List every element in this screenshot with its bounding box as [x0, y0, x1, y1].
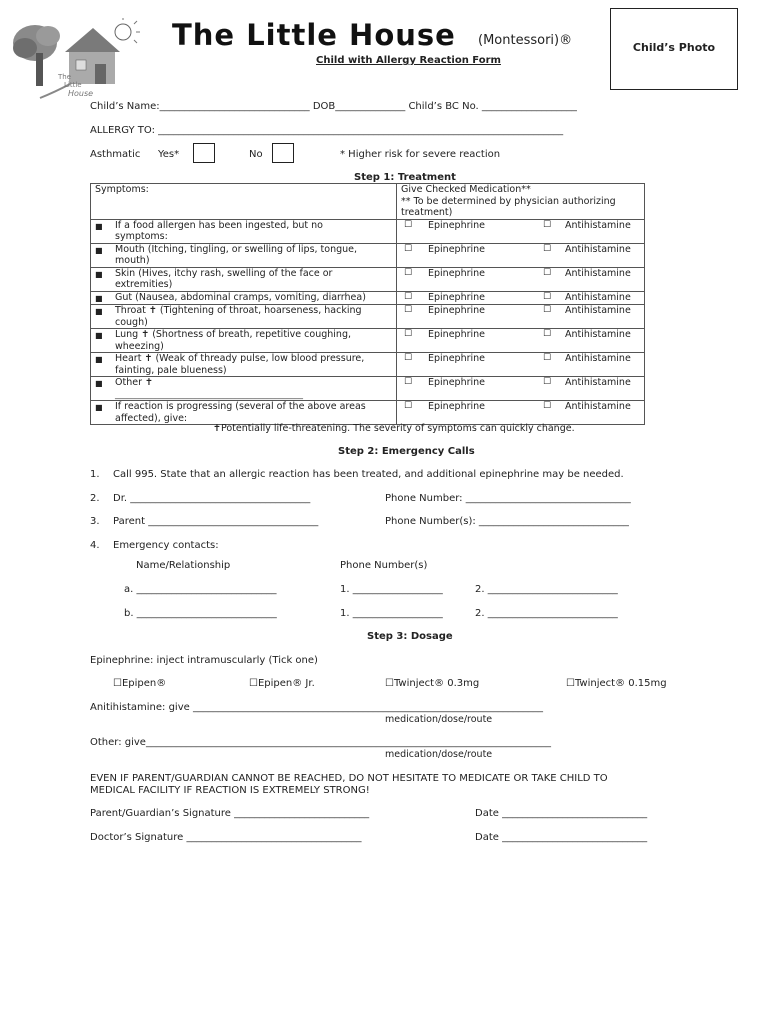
contact-b-phone1-field[interactable]: 1. __________________ — [340, 608, 443, 619]
antihistamine-checkbox[interactable]: ☐ — [543, 353, 552, 363]
symptom-text: Skin (Hives, itchy rash, swelling of the face or — [115, 267, 333, 279]
allergy-line[interactable]: ALLERGY TO: _________________________________________________________________________________ — [90, 125, 564, 136]
form-title: The Little House — [172, 18, 456, 52]
table-row — [91, 401, 645, 425]
bullet-icon: ■ — [95, 403, 103, 412]
table-row — [91, 305, 645, 329]
item-number: 1. — [90, 469, 100, 480]
doctor-date-field[interactable]: Date _____________________________ — [475, 832, 648, 843]
symptom-text: Lung ✝ (Shortness of breath, repetitive coughing, — [115, 329, 351, 340]
twinject-03-option[interactable]: ☐Twinject® 0.3mg — [385, 678, 480, 689]
symptom-text: Gut (Nausea, abdominal cramps, vomiting, diarrhea) — [115, 291, 366, 303]
title-suffix: (Montessori)® — [478, 33, 573, 48]
epinephrine-checkbox[interactable]: ☐ — [404, 291, 413, 302]
epinephrine-checkbox[interactable]: ☐ — [404, 243, 413, 254]
antihistamine-checkbox[interactable]: ☐ — [543, 219, 552, 230]
epinephrine-checkbox[interactable]: ☐ — [404, 219, 413, 230]
antihistamine-label: Antihistamine — [565, 377, 631, 388]
symptom-text: Heart ✝ (Weak of thready pulse, low blood pressure, — [115, 353, 365, 364]
symptom-text: Throat ✝ (Tightening of throat, hoarseness, hacking — [115, 305, 362, 316]
item-number: 3. — [90, 516, 100, 527]
warning-text-line-2: MEDICAL FACILITY IF REACTION IS EXTREMELY STRONG! — [90, 785, 370, 796]
epinephrine-label: Epinephrine — [428, 219, 485, 231]
symptom-text: Other ✝ — [115, 377, 153, 388]
contact-b-phone2-field[interactable]: 2. __________________________ — [475, 608, 618, 619]
yes-label: Yes* — [158, 149, 180, 160]
parent-field[interactable]: Parent __________________________________ — [113, 516, 319, 527]
epinephrine-label: Epinephrine — [428, 353, 485, 364]
bullet-icon: ■ — [95, 293, 103, 303]
no-label: No — [249, 149, 263, 160]
table-row — [91, 377, 645, 401]
antihistamine-checkbox[interactable]: ☐ — [543, 305, 552, 315]
epinephrine-label: Epinephrine — [428, 305, 485, 316]
epinephrine-checkbox[interactable]: ☐ — [404, 267, 413, 278]
bullet-icon: ■ — [95, 245, 103, 255]
asthmatic-yes-checkbox[interactable] — [193, 143, 215, 163]
step2-title: Step 2: Emergency Calls — [338, 446, 475, 457]
emergency-contacts-label: Emergency contacts: — [113, 540, 219, 551]
table-row — [91, 219, 645, 243]
name-relationship-header: Name/Relationship — [136, 560, 231, 571]
item-number: 4. — [90, 540, 100, 551]
symptom-text: If reaction is progressing (several of the above areas — [115, 401, 366, 412]
other-symptom-field[interactable]: _______________________________________________ — [115, 389, 303, 399]
antihistamine-checkbox[interactable]: ☐ — [543, 401, 552, 411]
antihistamine-label: Antihistamine — [565, 329, 631, 340]
table-row — [91, 291, 645, 305]
symptoms-header: Symptoms: — [91, 184, 397, 220]
parent-signature-field[interactable]: Parent/Guardian’s Signature ___________________________ — [90, 808, 370, 819]
treatment-table — [90, 183, 645, 425]
epinephrine-checkbox[interactable]: ☐ — [404, 329, 413, 339]
epipen-jr-option[interactable]: ☐Epipen® Jr. — [249, 678, 315, 689]
epinephrine-checkbox[interactable]: ☐ — [404, 377, 413, 387]
medication-header-line-2: ** To be determined by physician authorizing — [401, 195, 616, 207]
epinephrine-label: Epinephrine — [428, 329, 485, 340]
antihistamine-dosage-field[interactable]: Anitihistamine: give ______________________________________________________________________ — [90, 702, 543, 713]
bullet-icon: ■ — [95, 269, 103, 279]
symptom-text: extremities) — [115, 279, 173, 290]
antihistamine-label: Antihistamine — [565, 291, 631, 303]
antihistamine-checkbox[interactable]: ☐ — [543, 377, 552, 387]
symptom-text: mouth) — [115, 255, 150, 266]
bullet-icon: ■ — [95, 221, 103, 231]
epinephrine-dosage-label: Epinephrine: inject intramuscularly (Tick one) — [90, 655, 318, 666]
antihistamine-dosage-hint: medication/dose/route — [385, 714, 493, 725]
doctor-field[interactable]: Dr. ____________________________________ — [113, 493, 311, 504]
logo-text-house: House — [68, 89, 94, 98]
symptom-text: affected), give: — [115, 412, 188, 424]
medication-header-line-1: Give Checked Medication** — [401, 184, 531, 195]
epipen-option[interactable]: ☐Epipen® — [113, 678, 167, 689]
epinephrine-label: Epinephrine — [428, 267, 485, 279]
step1-title: Step 1: Treatment — [354, 172, 456, 183]
contact-b-field[interactable]: b. ____________________________ — [124, 608, 277, 619]
epinephrine-checkbox[interactable]: ☐ — [404, 353, 413, 363]
contact-a-phone2-field[interactable]: 2. __________________________ — [475, 584, 618, 595]
antihistamine-label: Antihistamine — [565, 305, 631, 316]
photo-label: Child’s Photo — [632, 41, 716, 54]
table-row — [91, 353, 645, 377]
doctor-phone-field[interactable]: Phone Number: _________________________________ — [385, 493, 631, 504]
epinephrine-checkbox[interactable]: ☐ — [404, 305, 413, 315]
other-dosage-hint: medication/dose/route — [385, 749, 493, 760]
symptom-text: wheezing) — [115, 340, 164, 352]
contact-a-field[interactable]: a. ____________________________ — [124, 584, 277, 595]
symptom-text: Mouth (Itching, tingling, or swelling of lips, tongue, — [115, 243, 358, 255]
contact-a-phone1-field[interactable]: 1. __________________ — [340, 584, 443, 595]
antihistamine-checkbox[interactable]: ☐ — [543, 291, 552, 302]
antihistamine-label: Antihistamine — [565, 219, 631, 231]
antihistamine-label: Antihistamine — [565, 267, 631, 279]
form-subtitle: Child with Allergy Reaction Form — [316, 55, 501, 66]
table-row — [91, 243, 645, 267]
antihistamine-label: Antihistamine — [565, 243, 631, 255]
antihistamine-checkbox[interactable]: ☐ — [543, 329, 552, 339]
asthmatic-no-checkbox[interactable] — [272, 143, 294, 163]
logo-text-the: The — [58, 73, 72, 81]
symptom-text: If a food allergen has been ingested, but no — [115, 219, 323, 231]
phone-numbers-header: Phone Number(s) — [340, 560, 428, 571]
logo-text-little: Little — [64, 81, 82, 89]
bullet-icon: ■ — [95, 331, 103, 340]
life-threatening-note: ✝Potentially life-threatening. The severity of symptoms can quickly change. — [213, 423, 575, 434]
call-instruction: Call 995. State that an allergic reaction has been treated, and additional epinephrine may be needed. — [113, 469, 624, 480]
twinject-015-option[interactable]: ☐Twinject® 0.15mg — [566, 678, 667, 689]
school-logo — [10, 18, 160, 100]
parent-date-field[interactable]: Date _____________________________ — [475, 808, 648, 819]
item-number: 2. — [90, 493, 100, 504]
table-row — [91, 267, 645, 291]
bullet-icon: ■ — [95, 355, 103, 364]
table-header-row — [91, 184, 645, 220]
epinephrine-label: Epinephrine — [428, 377, 485, 388]
symptom-text: symptoms: — [115, 231, 168, 242]
epinephrine-label: Epinephrine — [428, 401, 485, 412]
antihistamine-label: Antihistamine — [565, 353, 631, 364]
other-dosage-field[interactable]: Other: give_________________________________________________________________________________ — [90, 737, 551, 748]
antihistamine-label: Antihistamine — [565, 401, 631, 412]
doctor-signature-field[interactable]: Doctor’s Signature ___________________________________ — [90, 832, 362, 843]
table-row — [91, 329, 645, 353]
medication-header-line-3: treatment) — [401, 207, 453, 218]
symptom-text: cough) — [115, 316, 148, 328]
bullet-icon: ■ — [95, 379, 103, 388]
warning-text-line-1: EVEN IF PARENT/GUARDIAN CANNOT BE REACHED, DO NOT HESITATE TO MEDICATE OR TAKE CHILD TO — [90, 773, 608, 784]
child-info-line[interactable]: Child’s Name:______________________________ DOB______________ Child’s BC No. ___________________ — [90, 101, 577, 112]
bullet-icon: ■ — [95, 307, 103, 316]
parent-phone-field[interactable]: Phone Number(s): ______________________________ — [385, 516, 629, 527]
asthmatic-label: Asthmatic — [90, 149, 141, 160]
antihistamine-checkbox[interactable]: ☐ — [543, 243, 552, 254]
antihistamine-checkbox[interactable]: ☐ — [543, 267, 552, 278]
symptom-text: fainting, pale blueness) — [115, 364, 227, 376]
epinephrine-checkbox[interactable]: ☐ — [404, 401, 413, 411]
child-photo-box[interactable] — [610, 8, 738, 90]
step3-title: Step 3: Dosage — [367, 631, 453, 642]
medication-header — [397, 184, 645, 220]
epinephrine-label: Epinephrine — [428, 243, 485, 255]
epinephrine-label: Epinephrine — [428, 291, 485, 303]
higher-risk-note: * Higher risk for severe reaction — [340, 149, 501, 160]
